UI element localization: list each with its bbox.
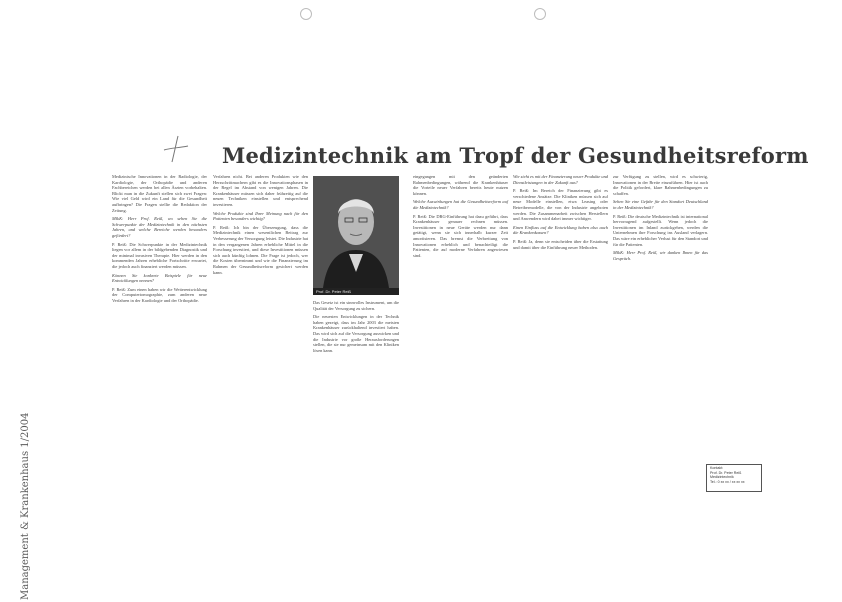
paragraph: Das Gesetz ist ein sinnvolles Instrument, um die Qualität der Versorgung zu sichern. bbox=[313, 300, 399, 311]
article-headline: Medizintechnik am Tropf der Gesundheitsreform bbox=[222, 143, 809, 168]
journal-margin-label: Management & Krankenhaus 1/2004 bbox=[20, 412, 31, 600]
paragraph: P. Reiß: Die DRG-Einführung hat dazu geführt, dass Krankenhäuser genauer rechnen müssen. Investitionen in neue Geräte werden nur dann getätigt, wenn sie sich innerhalb kurzer Zeit amortisieren. Das bremst die Verbreitung von Innovationen erheblich und benachteiligt die Patienten, die auf moderne Verfahren angewiesen sind. bbox=[413, 213, 508, 258]
contact-box bbox=[706, 464, 762, 492]
text-column-4 bbox=[413, 174, 508, 261]
interview-question: Sehen Sie eine Gefahr für den Standort Deutschland in der Medizintechnik? bbox=[613, 199, 708, 210]
paragraph: eingegangen mit den geänderten Rahmenbedingungen, während die Krankenhäuser die Vorteile neuer Verfahren bereits heute nutzen können. bbox=[413, 174, 508, 196]
text-column-5 bbox=[513, 174, 608, 253]
contact-line: Prof. Dr. Peter Reiß bbox=[710, 470, 742, 475]
contact-line: Medizintechnik bbox=[710, 475, 734, 480]
text-column-2 bbox=[213, 174, 308, 278]
paragraph: P. Reiß: Ich bin der Überzeugung, dass die Medizintechnik einen wesentlichen Beitrag zur Verbesserung der Versorgung leistet. Die Industrie hat in den vergangenen Jahren erhebliche Mittel in die Forschung investiert, und diese Investitionen müssen sich auch künftig lohnen. Die Frage ist jedoch, wer die Kosten übernimmt und wie die Finanzierung im Rahmen der Gesundheitsreform gesichert werden kann. bbox=[213, 224, 308, 275]
interview-question: Können Sie konkrete Beispiele für neue Entwicklungen nennen? bbox=[112, 272, 207, 284]
paragraph: P. Reiß: Die deutsche Medizintechnik ist international hervorragend aufgestellt. Wenn jedoch die Investitionen im Inland zurückgehen, werden die Unternehmen ihre Forschung ins Ausland verlagern. Das wäre ein erheblicher Verlust für den Standort und für die Patienten. bbox=[613, 213, 708, 247]
text-column-6 bbox=[613, 174, 708, 264]
paragraph: Verfahren nicht. Bei anderen Produkten wie den Herzschrittmachern gibt es die Innovationsphasen in der Regel im Abstand von wenigen Jahren. Die Krankenhäuser müssen sich daher frühzeitig auf die neuen Techniken einstellen und entsprechend investieren. bbox=[213, 174, 308, 207]
punch-hole-left bbox=[300, 8, 312, 20]
interview-question: Wie sieht es mit der Finanzierung neuer Produkte und Dienstleistungen in der Zukunft aus? bbox=[513, 174, 608, 185]
portrait-photo bbox=[313, 176, 399, 288]
interview-question: M&K: Herr Prof. Reiß, wo sehen Sie die Schwerpunkte der Medizintechnik in den nächsten Jahren, und welche Bereiche werden besonders gefördert? bbox=[112, 216, 207, 238]
interview-question: M&K: Herr Prof. Reiß, wir danken Ihnen für das Gespräch. bbox=[613, 250, 708, 261]
contact-line: Kontakt: bbox=[710, 466, 724, 470]
portrait-image bbox=[313, 176, 399, 288]
pencil-mark-icon bbox=[160, 132, 192, 166]
interview-question: Welche Auswirkungen hat die Gesundheitsreform auf die Medizintechnik? bbox=[413, 199, 508, 210]
paragraph: Die neuesten Entwicklungen in der Technik haben gezeigt, dass im Jahr 2003 die meisten Krankenhäuser zurückhaltend investiert haben. Das wird sich auf die Versorgung auswirken und die Industrie vor große Herausforderungen stellen, die sie nur gemeinsam mit den Kliniken lösen kann. bbox=[313, 314, 399, 353]
paragraph: P. Reiß: Im Bereich der Finanzierung gibt es verschiedene Ansätze. Die Kliniken müssen sich auf neue Modelle einstellen, etwa Leasing oder Betreibermodelle, die von der Industrie angeboten werden. Die Zusammenarbeit zwischen Herstellern und Anwendern wird dabei immer wichtiger. bbox=[513, 188, 608, 222]
paragraph: P. Reiß: Ja, denn sie entscheiden über die Erstattung und damit über die Einführung neuer Methoden. bbox=[513, 238, 608, 250]
photo-caption: Prof. Dr. Peter Reiß bbox=[313, 288, 399, 295]
paragraph: P. Reiß: Zum einen haben wir die Weiterentwicklung der Computertomographie, zum anderen neue Verfahren in der Kardiologie und der Orthopädie. bbox=[112, 286, 207, 303]
paragraph: Medizinische Innovationen in der Radiologie, der Kardiologie, der Orthopädie und anderen Fachbereichen werden bei allen Ärzten vorbehalten. Blickt man in die Zukunft stellen sich zwei Fragen: Wie viel Geld wird ein Land für die Gesundheit aufbringen? Die Fragen stellte die Redaktion der Zeitung. bbox=[112, 174, 207, 213]
paragraph: P. Reiß: Die Schwerpunkte in der Medizintechnik liegen vor allem in der bildgebenden Diagnostik und der minimal invasiven Therapie. Hier werden in den kommenden Jahren erhebliche Fortschritte erwartet, die jedoch auch finanziert werden müssen. bbox=[112, 241, 207, 269]
text-column-3 bbox=[313, 300, 399, 356]
text-column-1 bbox=[112, 174, 207, 306]
punch-hole-right bbox=[534, 8, 546, 20]
interview-question: Welche Produkte sind Ihrer Meinung nach für den Patienten besonders wichtig? bbox=[213, 210, 308, 222]
interview-question: Einen Einfluss auf die Entwicklung haben also auch die Krankenkassen? bbox=[513, 224, 608, 236]
contact-line: Tel.: 0 xx xx / xx xx xx bbox=[710, 479, 745, 484]
paragraph: zur Verfügung zu stellen, wird es schwierig, Innovationen in der Breite einzuführen. Hier ist auch die Politik gefordert, klare Rahmenbedingungen zu schaffen. bbox=[613, 174, 708, 196]
